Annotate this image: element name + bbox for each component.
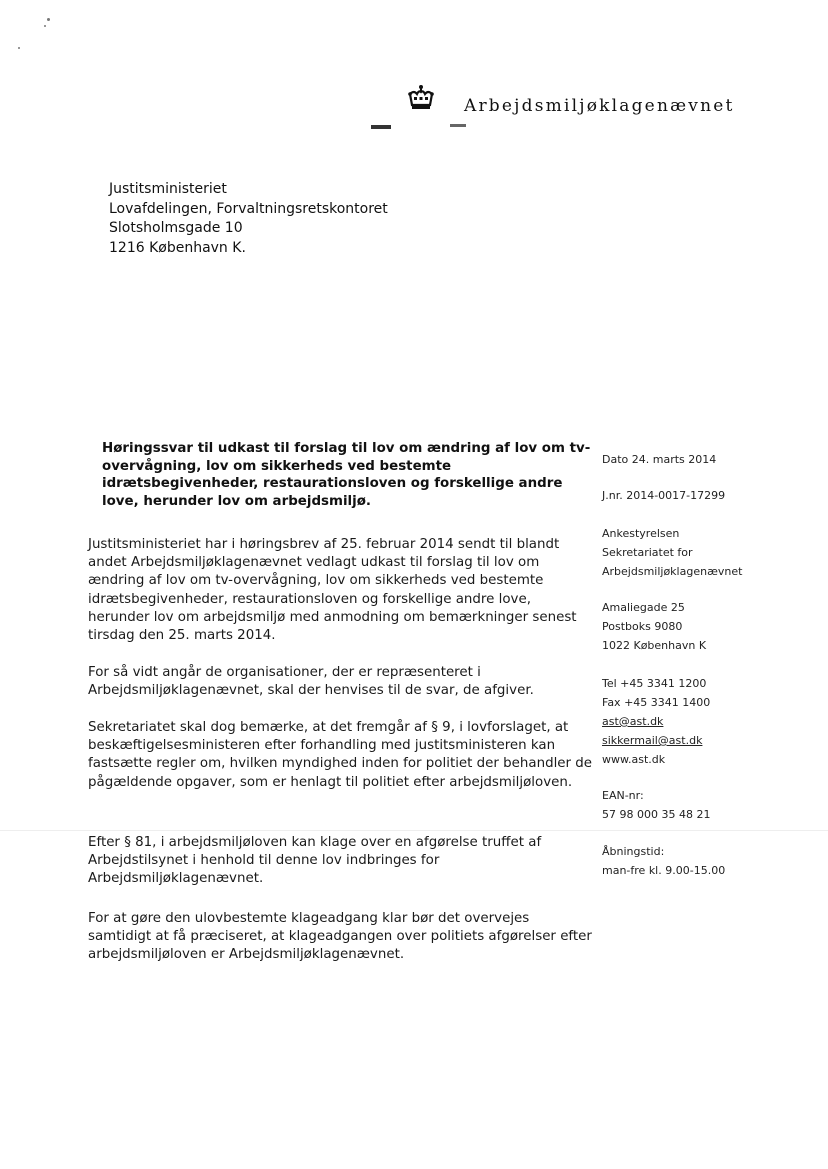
paragraph-text: Efter § 81, i arbejdsmiljøloven kan klage over en afgørelse truffet af Arbejdstilsynet i henhold til denne lov indbringes for Arbejdsmiljøklagenævnet. (88, 835, 542, 887)
fax-number: Fax +45 3341 1400 (602, 696, 711, 709)
paragraph-text: For så vidt angår de organisationer, der er repræsenteret i Arbejdsmiljøklagenævnet, skal der henvises til de svar, de afgiver. (88, 665, 534, 699)
paragraph-text: For at gøre den ulovbestemte klageadgang klar bør det overvejes samtidigt at få præciseret, at klageadgangen over politiets afgørelser efter arbejdsmiljøloven er Arbejdsmiljøklagenævnet. (88, 911, 592, 963)
recipient-line: 1216 København K. (109, 239, 246, 256)
scan-line (0, 830, 828, 831)
scan-speck (47, 18, 50, 21)
sender-address (602, 598, 706, 655)
opening-hours (602, 842, 725, 880)
website-link[interactable]: www.ast.dk (602, 753, 666, 766)
hours-label: Åbningstid: (602, 845, 665, 858)
agency-name: Arbejdsmiljøklagenævnet (464, 96, 735, 116)
paragraph-text: Sekretariatet skal dog bemærke, at det fremgår af § 9, i lovforslaget, at beskæftigelsesministeren efter forhandling med justitsministeren kan fastsætte regler om, hvilken myndighed inden for politiet der behandler de pågældende opgaver, som er henlagt til politiet efter arbejdsmiljøloven. (88, 720, 593, 790)
ean-block (602, 786, 710, 824)
email-link[interactable]: ast@ast.dk (602, 715, 664, 728)
crown-icon (406, 84, 436, 114)
letter-date: Dato 24. marts 2014 (602, 453, 717, 466)
org-line: Sekretariatet for (602, 546, 693, 559)
scan-speck (44, 25, 46, 27)
body-paragraph (88, 719, 593, 792)
address-line: 1022 København K (602, 639, 707, 652)
body-paragraph (88, 910, 593, 965)
fold-mark (371, 125, 391, 129)
address-line: Postboks 9080 (602, 620, 683, 633)
sender-organisation (602, 524, 742, 581)
hours-value: man-fre kl. 9.00-15.00 (602, 864, 726, 877)
body-paragraph (88, 536, 593, 645)
body-paragraph (88, 664, 593, 700)
org-line: Ankestyrelsen (602, 527, 680, 540)
scan-speck (18, 47, 20, 49)
sender-contact (602, 674, 710, 769)
phone-number: Tel +45 3341 1200 (602, 677, 707, 690)
body-paragraph (88, 834, 593, 889)
letter-subject: Høringssvar til udkast til forslag til lov om ændring af lov om tv-overvågning, lov om sikkerheds ved bestemte idrætsbegivenheder, restaurationsloven og forskellige andre love, herunder lov om arbejdsmiljø. (102, 441, 591, 509)
org-line: Arbejdsmiljøklagenævnet (602, 565, 743, 578)
paragraph-text: Justitsministeriet har i høringsbrev af 25. februar 2014 sendt til blandt andet Arbejdsmiljøklagenævnet vedlagt udkast til forslag til lov om ændring af lov om tv-overvågning, lov om sikkerheds ved bestemte idrætsbegivenheder, restaurationsloven og forskellige andre love, herunder lov om arbejdsmiljø med anmodning om bemærkninger senest tirsdag den 25. marts 2014. (88, 537, 577, 644)
ean-label: EAN-nr: (602, 789, 644, 802)
recipient-address (109, 180, 388, 258)
address-line: Amaliegade 25 (602, 601, 685, 614)
recipient-line: Lovafdelingen, Forvaltningsretskontoret (109, 200, 388, 217)
secure-email-link[interactable]: sikkermail@ast.dk (602, 734, 703, 747)
ean-value: 57 98 000 35 48 21 (602, 808, 711, 821)
recipient-line: Slotsholmsgade 10 (109, 220, 243, 236)
journal-number: J.nr. 2014-0017-17299 (602, 489, 726, 502)
recipient-line: Justitsministeriet (109, 181, 227, 197)
fold-mark (450, 124, 466, 127)
